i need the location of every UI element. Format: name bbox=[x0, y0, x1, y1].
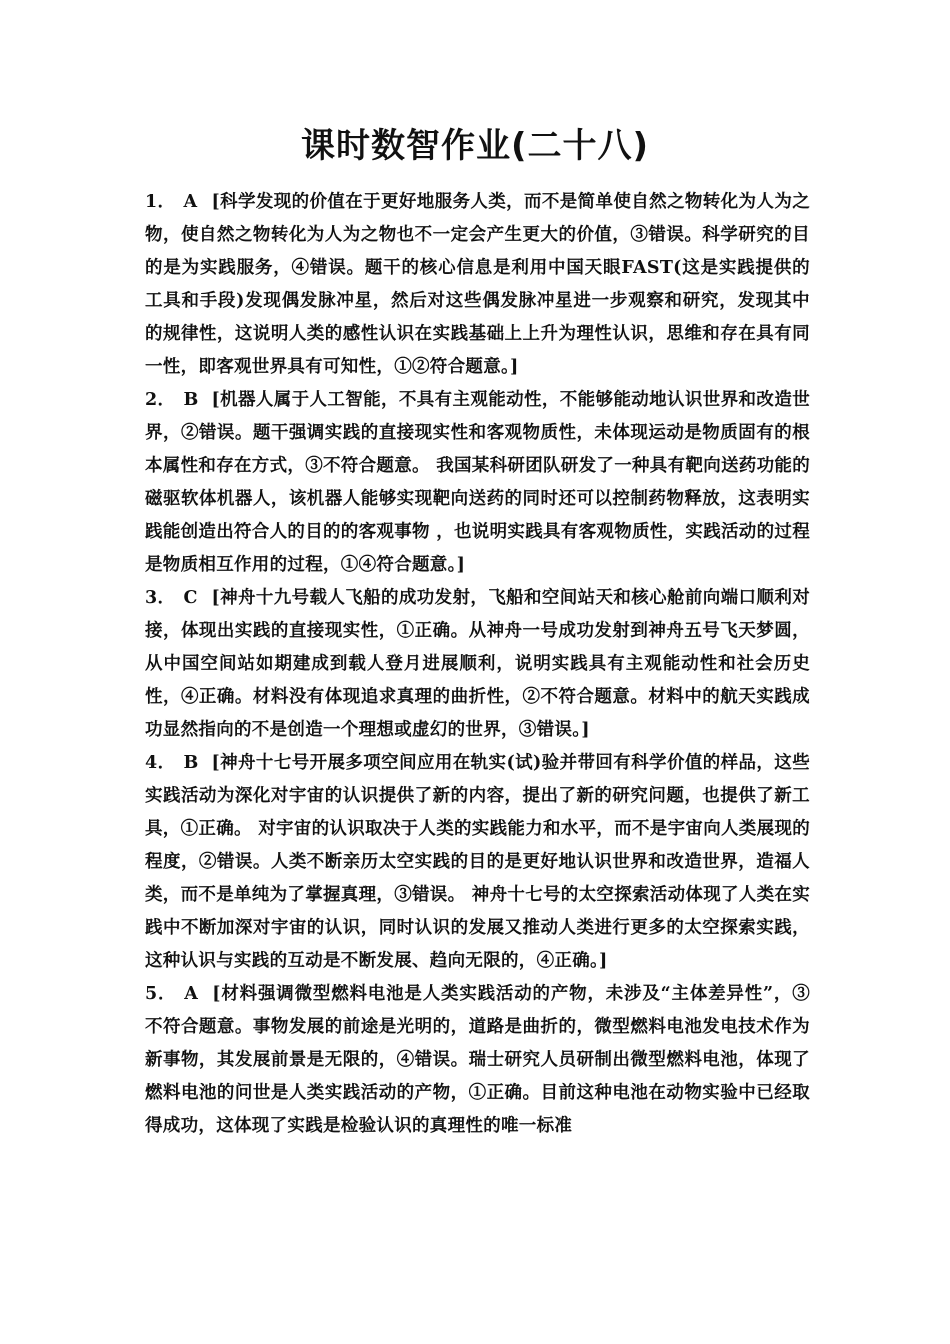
item-answer: B bbox=[183, 753, 199, 773]
item-number: 3． bbox=[145, 588, 176, 608]
answer-item-2 bbox=[145, 384, 810, 582]
answer-item-3 bbox=[145, 582, 810, 747]
answer-item-1 bbox=[145, 186, 810, 384]
item-answer: A bbox=[184, 984, 199, 1004]
answer-item-5 bbox=[145, 978, 810, 1143]
item-explanation: [神舟十七号开展多项空间应用在轨实(试)验并带回有科学价值的样品，这些实践活动为深化对宇宙的认识提供了新的内容，提出了新的研究问题，也提供了新工具，①正确。 对宇宙的认识取决于人类的实践能力和水平，而不是宇宙向人类展现的程度，②错误。人类不断亲历太空实践的目的是更好地认识世界和改造世界，造福人类，而不是单纯为了掌握真理，③错误。 神舟十七号的太空探索活动体现了人类在实践中不断加深对宇宙的认识，同时认识的发展又推动人类进行更多的太空探索实践，这种认识与实践的互动是不断发展、趋向无限的，④正确。] bbox=[145, 753, 810, 971]
item-number: 5． bbox=[145, 984, 177, 1004]
item-answer: B bbox=[183, 390, 199, 410]
item-answer: A bbox=[183, 192, 198, 212]
item-explanation: [科学发现的价值在于更好地服务人类，而不是简单使自然之物转化为人为之物，使自然之物转化为人为之物也不一定会产生更大的价值，③错误。科学研究的目的是为实践服务，④错误。题干的核心信息是利用中国天眼FAST(这是实践提供的工具和手段)发现偶发脉冲星，然后对这些偶发脉冲星进一步观察和研究，发现其中的规律性，这说明人类的感性认识在实践基础上上升为理性认识，思维和存在具有同一性，即客观世界具有可知性，①②符合题意。] bbox=[145, 192, 810, 377]
item-explanation: [机器人属于人工智能，不具有主观能动性，不能够能动地认识世界和改造世界，②错误。题干强调实践的直接现实性和客观物质性，未体现运动是物质固有的根本属性和存在方式，③不符合题意。 我国某科研团队研发了一种具有靶向送药功能的磁驱软体机器人，该机器人能够实现靶向送药的同时还可以控制药物释放，这表明实践能创造出符合人的目的的客观事物 ，也说明实践具有客观物质性，实践活动的过程是物质相互作用的过程，①④符合题意。] bbox=[145, 390, 810, 575]
item-number: 2． bbox=[145, 390, 176, 410]
item-explanation: [神舟十九号载人飞船的成功发射，飞船和空间站天和核心舱前向端口顺利对接，体现出实践的直接现实性，①正确。从神舟一号成功发射到神舟五号飞天梦圆，从中国空间站如期建成到载人登月进展顺利，说明实践具有主观能动性和社会历史性，④正确。材料没有体现追求真理的曲折性，②不符合题意。材料中的航天实践成功显然指向的不是创造一个理想或虚幻的世界，③错误。] bbox=[145, 588, 810, 740]
item-explanation: [材料强调微型燃料电池是人类实践活动的产物，未涉及“主体差异性”，③不符合题意。事物发展的前途是光明的，道路是曲折的，微型燃料电池发电技术作为新事物，其发展前景是无限的，④错误。瑞士研究人员研制出微型燃料电池，体现了燃料电池的问世是人类实践活动的产物，①正确。目前这种电池在动物实验中已经取得成功，这体现了实践是检验认识的真理性的唯一标准 bbox=[145, 984, 811, 1136]
item-answer: C bbox=[183, 588, 198, 608]
item-number: 1． bbox=[145, 192, 176, 212]
item-number: 4． bbox=[145, 753, 176, 773]
page-title: 课时数智作业(二十八) bbox=[300, 126, 650, 166]
answer-item-4 bbox=[145, 747, 810, 978]
answer-list bbox=[145, 186, 810, 1143]
